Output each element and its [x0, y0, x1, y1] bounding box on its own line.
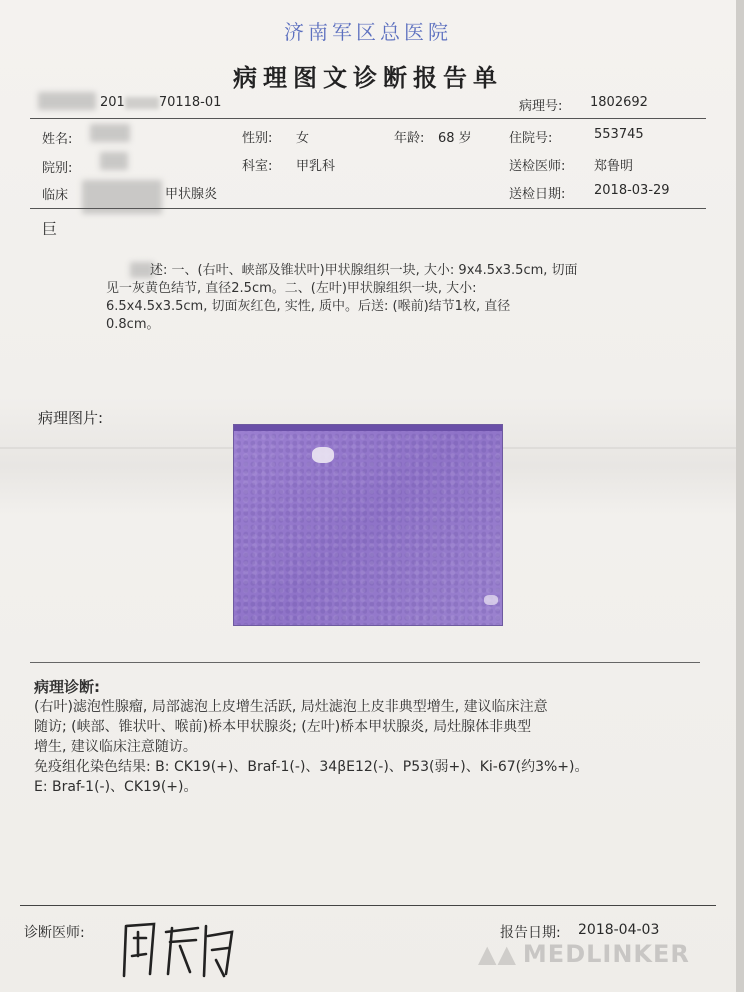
picture-label: 病理图片: [38, 409, 104, 427]
clinical-label: 临床 [42, 188, 69, 203]
gross-line: 6.5x4.5x3.5cm, 切面灰红色, 实性, 质中。后送: (喉前)结节1枚, 直径 [106, 299, 511, 314]
ihc-line: 免疫组化染色结果: B: CK19(+)、Braf-1(-)、34βE12(-)、P53(弱+)、Ki-67(约3%+)。 [34, 759, 589, 775]
doctor-label: 送检医师: [509, 159, 566, 174]
admission-no: 553745 [594, 127, 644, 142]
footer-divider [20, 905, 716, 906]
doctor-value: 郑鲁明 [594, 159, 634, 174]
sex-label: 性别: [242, 131, 273, 146]
clinical-diagnosis: 甲状腺炎 [165, 187, 218, 202]
report-date-label: 报告日期: [500, 925, 561, 941]
age-label: 年龄: [394, 131, 425, 146]
pathology-image [233, 424, 503, 626]
gross-heading: 巨 [42, 220, 58, 238]
background-edge [736, 0, 744, 992]
ward-label: 院别: [42, 161, 73, 176]
report-title: 病理图文诊断报告单 [233, 63, 503, 92]
date-value: 2018-03-29 [594, 183, 670, 198]
redaction [38, 92, 96, 110]
medlinker-logo-icon: ▲▲ [478, 940, 517, 968]
tissue-gap [484, 595, 498, 605]
doctor-signature [120, 916, 240, 982]
gross-line: 0.8cm。 [106, 317, 160, 332]
diagnosis-line: 随访; (峡部、锥状叶、喉前)桥本甲状腺炎; (左叶)桥本甲状腺炎, 局灶腺体非典型 [34, 719, 532, 735]
dept-label: 科室: [242, 159, 273, 174]
pathology-no: 1802692 [590, 95, 648, 110]
diagnosis-section [34, 677, 714, 797]
diagnosing-doctor-label: 诊断医师: [24, 925, 85, 941]
name-label: 姓名: [42, 132, 73, 147]
diagnosis-line: (右叶)滤泡性腺瘤, 局部滤泡上皮增生活跃, 局灶滤泡上皮非典型增生, 建议临床注意 [34, 699, 548, 715]
gross-line: 见一灰黄色结节, 直径2.5cm。二、(左叶)甲状腺组织一块, 大小: [106, 281, 477, 296]
ward-redaction [100, 152, 128, 170]
image-edge [234, 425, 502, 431]
name-redaction [90, 124, 130, 142]
hospital-name: 济南军区总医院 [284, 20, 452, 44]
divider [30, 662, 700, 663]
gross-line: 述: 一、(右叶、峡部及锥状叶)甲状腺组织一块, 大小: 9x4.5x3.5cm, 切面 [150, 263, 578, 278]
age-value: 68 岁 [438, 131, 472, 146]
report-date: 2018-04-03 [578, 922, 660, 938]
ihc-line: E: Braf-1(-)、CK19(+)。 [34, 779, 198, 795]
tissue-gap [312, 447, 334, 463]
admission-label: 住院号: [509, 131, 553, 146]
divider [30, 208, 706, 209]
sex-value: 女 [296, 131, 310, 146]
dept-value: 甲乳科 [296, 159, 336, 174]
diagnosis-line: 增生, 建议临床注意随访。 [34, 739, 197, 755]
diagnosis-label: 病理诊断: [34, 678, 100, 696]
date-label: 送检日期: [509, 187, 566, 202]
watermark-logo: ▲▲ MEDLINKER [478, 940, 690, 968]
case-id: 201 70118-01 [100, 95, 222, 110]
pathology-no-label: 病理号: [519, 99, 563, 114]
divider [30, 118, 706, 119]
